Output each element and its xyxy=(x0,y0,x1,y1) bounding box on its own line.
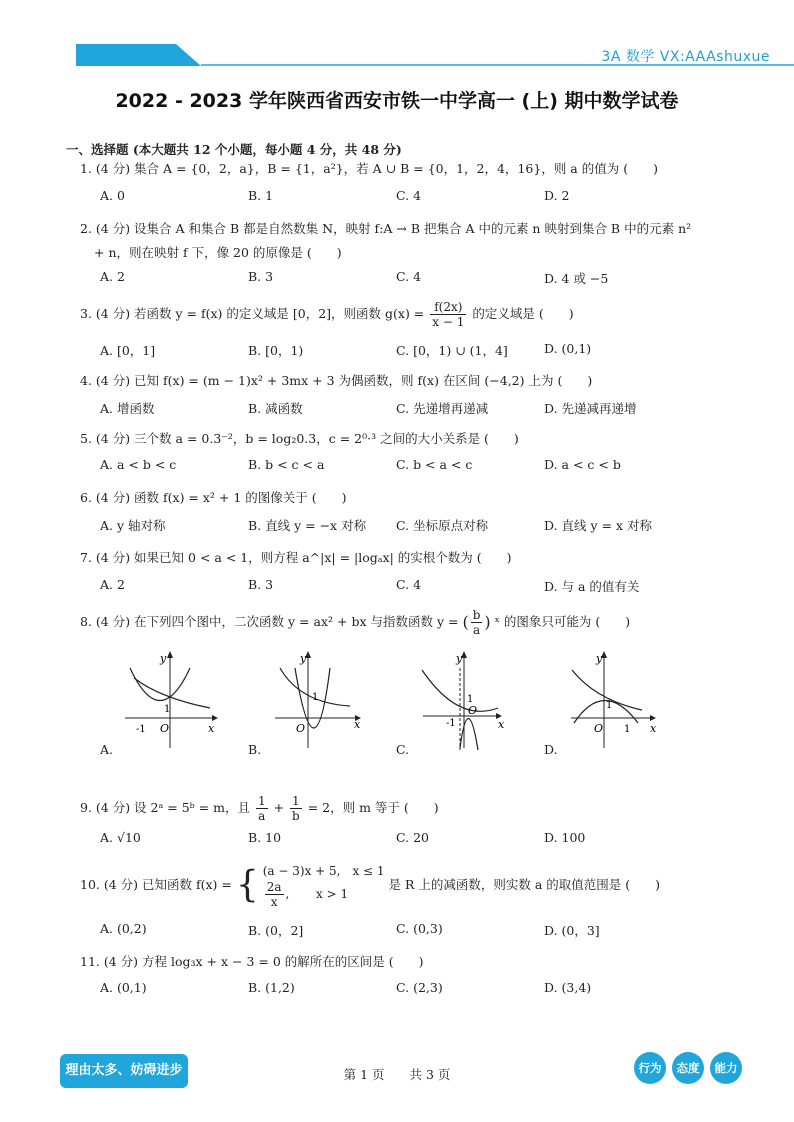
q10-stem-b: 是 R 上的减函数，则实数 a 的取值范围是 ( ) xyxy=(388,877,661,892)
q3-frac-num: f(2x) xyxy=(430,300,466,315)
q8b-origin: O xyxy=(296,722,306,735)
q1-option-a: A. 0 xyxy=(100,188,125,203)
q2-option-c: C. 4 xyxy=(396,269,422,284)
q8b-x-label: x xyxy=(354,718,361,731)
q8a-y-label: y xyxy=(160,652,167,665)
q8-graph-b xyxy=(270,648,370,752)
q4-option-c: C. 先递增再递减 xyxy=(396,401,489,416)
q9-fraction-2 xyxy=(290,794,302,823)
q8a-x-label: x xyxy=(208,722,215,735)
q8b-y-label: y xyxy=(300,652,307,665)
q3-stem-b: 的定义域是 ( ) xyxy=(472,306,574,321)
q8-label-d: D. xyxy=(544,742,558,757)
section-heading: 一、选择题 (本大题共 12 个小题，每小题 4 分，共 48 分) xyxy=(66,142,402,157)
q4-option-b: B. 减函数 xyxy=(248,401,303,416)
badge-behavior: 行为 xyxy=(634,1052,666,1084)
q7-option-a: A. 2 xyxy=(100,577,125,592)
q8c-one: 1 xyxy=(467,694,474,705)
q8d-y-label: y xyxy=(596,652,603,665)
q9-option-d: D. 100 xyxy=(544,830,586,845)
q5-option-c: C. b < a < c xyxy=(396,457,473,472)
q8d-origin: O xyxy=(594,722,604,735)
q3-frac-den: x − 1 xyxy=(432,315,465,329)
q3-option-c: C. [0，1) ∪ (1，4] xyxy=(396,343,508,358)
q10-case-2-frac xyxy=(265,880,284,909)
question-10-stem: 10. (4 分) 已知函数 f(x) = { (a − 3)x + 5, x ≤ 1 $\frac{2a}{x}$ , x > 1 是 R 上的减函数，则实数 a 的取值范围是 ( ) xyxy=(80,864,661,909)
q1-option-b: B. 1 xyxy=(248,188,274,203)
q8-graph-d xyxy=(566,648,666,752)
page-title: 2022 - 2023 学年陕西省西安市铁一中学高一 (上) 期中数学试卷 xyxy=(115,90,679,112)
q5-option-b: B. b < c < a xyxy=(248,457,325,472)
q11-option-c: C. (2,3) xyxy=(396,980,443,995)
question-7-stem: 7. (4 分) 如果已知 0 < a < 1，则方程 a^|x| = |logₐx| 的实根个数为 ( ) xyxy=(80,550,512,565)
q8-label-c: C. xyxy=(396,742,410,757)
q8-graph-a xyxy=(120,648,220,752)
q7-option-d: D. 与 a 的值有关 xyxy=(544,579,640,594)
q3-stem-a: 3. (4 分) 若函数 y = f(x) 的定义域是 [0，2]，则函数 g(x) = xyxy=(80,306,425,321)
q8-stem-b: ˣ 的图象只可能为 ( ) xyxy=(494,614,631,629)
q9-option-a: A. √10 xyxy=(100,830,141,845)
q10-case2-num: 2a xyxy=(266,880,282,894)
q9-stem-b: = 2，则 m 等于 ( ) xyxy=(307,800,439,815)
q8a-origin: O xyxy=(160,722,170,735)
q6-option-d: D. 直线 y = x 对称 xyxy=(544,518,653,533)
q9-stem-a: 9. (4 分) 设 2ᵃ = 5ᵇ = m，且 xyxy=(80,800,250,815)
q4-option-d: D. 先递减再递增 xyxy=(544,401,637,416)
badge-ability: 能力 xyxy=(710,1052,742,1084)
q2-option-b: B. 3 xyxy=(248,269,274,284)
q3-fraction xyxy=(430,300,466,329)
q6-option-b: B. 直线 y = −x 对称 xyxy=(248,518,367,533)
page-number: 第 1 页 共 3 页 xyxy=(343,1067,451,1082)
q11-option-d: D. (3,4) xyxy=(544,980,592,995)
q3-option-a: A. [0，1] xyxy=(100,343,156,358)
q10-stem-a: 10. (4 分) 已知函数 f(x) = xyxy=(80,877,232,892)
q3-option-b: B. [0，1) xyxy=(248,343,304,358)
q1-option-c: C. 4 xyxy=(396,188,422,203)
question-1-stem: 1. (4 分) 集合 A = {0，2，a}，B = {1，a²}，若 A ∪ B = {0，1，2，4，16}，则 a 的值为 ( ) xyxy=(80,161,658,176)
q8c-origin: O xyxy=(468,704,478,717)
q9-frac1-num: 1 xyxy=(257,794,266,808)
q8-label-a: A. xyxy=(100,742,114,757)
q11-option-b: B. (1,2) xyxy=(248,980,295,995)
q8c-y-label: y xyxy=(456,652,463,665)
q8d-one: 1 xyxy=(606,700,613,711)
question-6-stem: 6. (4 分) 函数 f(x) = x² + 1 的图像关于 ( ) xyxy=(80,490,347,505)
question-3-stem xyxy=(80,300,574,329)
q8-frac-num: b xyxy=(472,608,481,622)
q5-option-d: D. a < c < b xyxy=(544,457,621,472)
q9-option-c: C. 20 xyxy=(396,830,429,845)
q1-option-d: D. 2 xyxy=(544,188,570,203)
q8a-one: 1 xyxy=(164,704,171,715)
q11-option-a: A. (0,1) xyxy=(100,980,147,995)
q10-option-c: C. (0,3) xyxy=(396,921,443,936)
q4-option-a: A. 增函数 xyxy=(100,401,155,416)
q8d-one-x: 1 xyxy=(624,724,631,735)
badge-attitude: 态度 xyxy=(672,1052,704,1084)
q6-option-a: A. y 轴对称 xyxy=(100,518,166,533)
q8d-x-label: x xyxy=(650,722,657,735)
q6-option-c: C. 坐标原点对称 xyxy=(396,518,489,533)
question-4-stem: 4. (4 分) 已知 f(x) = (m − 1)x² + 3mx + 3 为偶函数，则 f(x) 在区间 (−4,2) 上为 ( ) xyxy=(80,373,593,388)
brand-text: 3A 数学 VX:AAAshuxue xyxy=(601,49,770,65)
q2-option-a: A. 2 xyxy=(100,269,125,284)
q8b-one: 1 xyxy=(312,692,319,703)
q8-graph-c xyxy=(418,648,518,752)
q10-option-b: B. (0，2] xyxy=(248,923,304,938)
q9-option-b: B. 10 xyxy=(248,830,282,845)
q9-fraction-1 xyxy=(256,794,268,823)
q7-option-b: B. 3 xyxy=(248,577,274,592)
q5-option-a: A. a < b < c xyxy=(100,457,177,472)
q8-label-b: B. xyxy=(248,742,262,757)
q3-option-d: D. (0,1) xyxy=(544,341,592,356)
q10-piecewise: (a − 3)x + 5, x ≤ 1 $\frac{2a}{x}$ , x > 1 xyxy=(262,864,385,909)
question-8-stem: 8. (4 分) 在下列四个图中，二次函数 y = ax² + bx 与指数函数 y = ( $\frac{b}{a}$ ) ˣ 的图象只可能为 ( ) xyxy=(80,608,631,637)
q9-plus: + xyxy=(273,800,285,815)
question-11-stem: 11. (4 分) 方程 log₃x + x − 3 = 0 的解所在的区间是 ( ) xyxy=(80,954,424,969)
q10-case-1: (a − 3)x + 5, x ≤ 1 xyxy=(262,864,385,878)
q8-frac-den: a xyxy=(472,623,481,637)
question-9-stem xyxy=(80,794,439,823)
question-2-stem: 2. (4 分) 设集合 A 和集合 B 都是自然数集 N，映射 f:A → B 把集合 A 中的元素 n 映射到集合 B 中的元素 n² xyxy=(80,221,692,236)
q2-option-d: D. 4 或 −5 xyxy=(544,271,609,286)
q10-case2-den: x xyxy=(270,895,278,909)
q8a-neg-one: -1 xyxy=(136,724,146,735)
q9-frac1-den: a xyxy=(258,809,266,823)
q8-fraction xyxy=(471,608,483,637)
q10-case-2-cond: x > 1 xyxy=(316,887,349,901)
q10-option-a: A. (0,2) xyxy=(100,921,147,936)
q8c-x-label: x xyxy=(498,718,505,731)
question-2-stem-cont: + n，则在映射 f 下，像 20 的原像是 ( ) xyxy=(94,245,342,260)
q9-frac2-num: 1 xyxy=(290,794,302,809)
q8-stem-a: 8. (4 分) 在下列四个图中，二次函数 y = ax² + bx 与指数函数 y = xyxy=(80,614,459,629)
q8c-neg-one: -1 xyxy=(446,718,456,729)
footer-slogan: 理由太多、妨碍进步 xyxy=(60,1054,188,1088)
q7-option-c: C. 4 xyxy=(396,577,422,592)
q9-frac2-den: b xyxy=(292,809,300,823)
question-5-stem: 5. (4 分) 三个数 a = 0.3⁻²，b = log₂0.3，c = 2⁰·³ 之间的大小关系是 ( ) xyxy=(80,431,519,446)
q10-option-d: D. (0，3] xyxy=(544,923,600,938)
